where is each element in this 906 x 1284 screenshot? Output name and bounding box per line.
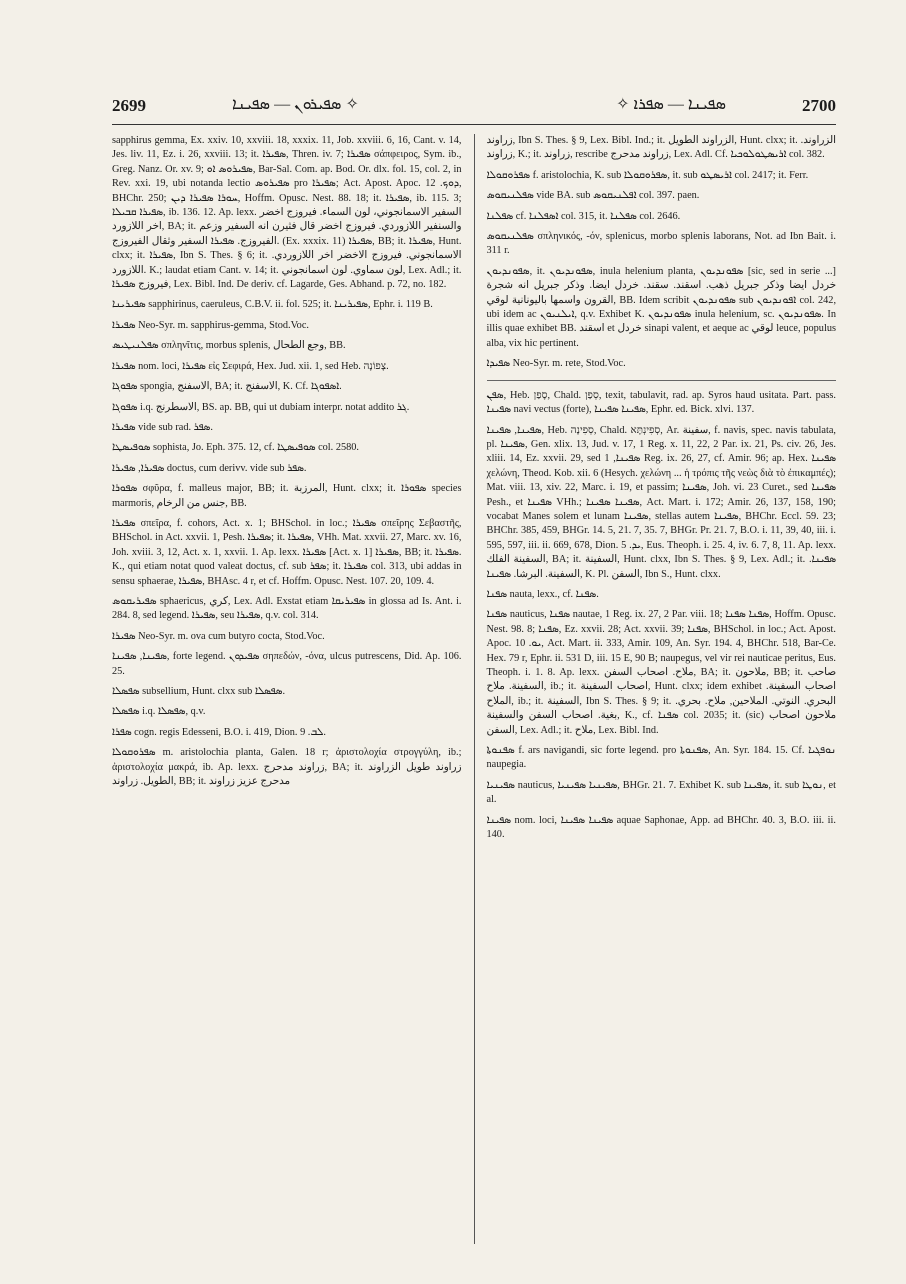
- dictionary-entry: ܣܦܠܢܝܩܘܣ vide BA. sub ܐܦܠܢܝܩܘܣ col. 397. paen.: [486, 190, 700, 202]
- dictionary-entry: ܣܦܪܘܩܘܠܐ m. aristolochia planta, Galen. 18 r; ἀριστολοχία στρογγύλη, ib.; ἀριστολοχία μακρά, ib. Ap. lexx. زراوند مدحرج, BA; it. زراوند طويل الزراوند الطويل. زراوند, BB; it. مدحرج عزيز زراوند: [112, 747, 462, 788]
- dictionary-entry: ܣܦܝܢܐ, ܣܦܝܢܐ, forte legend. ܣܦܝܕܘܢ σηπεδών, -όνα, ulcus putrescens, Did. Ap. 106. 25.: [112, 651, 462, 677]
- dictionary-entry: ܣܦܝܕܐ Neo-Syr. m. rete, Stod.Voc.: [486, 358, 626, 370]
- header-rule: [112, 124, 836, 125]
- dictionary-entry: ܣܦܝܪܐ σπεῖρα, f. cohors, Act. x. 1; BHSchol. in loc.; ܣܦܝܪܐ σπεῖρης Σεβαστῆς, BHSchol. in Act. xxvii. 1, Pesh. ܣܦܝܪܐ; it. ܣܦܝܪܐ, VHh. Mat. xxvii. 27, Marc. xv. 16, Joh. xviii. 3, 12, Act. x. 1, xxvii. 1. Ap. lexx. ܣܦܝܪܐ [Act. x. 1] ܣܦܝܪܐ, BB; it. ܣܦܝܪܐ. K., qui etiam notat quod valeat doctus, cf. sub ܣܦܪ; it. ܣܦܝܪܐ col. 313, ubi addas in sensu sphaerae, ܣܦܝܪܐ, BHAsc. 4 r, et cf. Hoffm. Opusc. Nest. 107. 20, 109. 4.: [112, 517, 462, 587]
- dictionary-entry: ܣܦܠܢܐ cf. ܐܣܦܠܢܐ col. 315, it. ܣܦܠܢܐ col. 2646.: [486, 210, 681, 222]
- page-number-left: 2699: [112, 96, 146, 115]
- running-title-left: ܣܦܝܪܘܢ — ܣܦܝܢܐ ✧: [232, 96, 359, 113]
- dictionary-entry: ܣܦܘܓܐ i.q. الاسطرنج, BS. ap. BB, qui ut dubiam interpr. notat addito ܓܪ.: [112, 401, 410, 413]
- left-column: [112, 134, 474, 1244]
- dictionary-entry: ܣܦܪܘܩܘܠܐ f. aristolochia, K. sub ܣܦܪܘܩܘܠܐ, it. sub ܐܪܝܣܛܘ col. 2417; it. Ferr.: [486, 169, 809, 181]
- right-column-lower: [487, 389, 837, 843]
- running-title-right: ✧ ܣܦܝܢܐ — ܣܦܪܐ: [616, 96, 726, 113]
- dictionary-entry: ܣܦܘܓܐ spongia, الاسفنج, BA; it. الاسفنج, K. Cf. ܐܣܦܘܓܐ.: [112, 381, 342, 393]
- dictionary-entry: ܣܦܝܪܐ Neo-Syr. m. ova cum butyro cocta, Stod.Voc.: [112, 630, 325, 642]
- dictionary-entry: ܣܦܠܢܝܛܝܣ σπληνῖτις, morbus splenis, وجع الطحال, BB.: [112, 340, 346, 352]
- dictionary-entry: ܣܦܢܘܬܐ f. ars navigandi, sic forte legend. pro ܣܦܢܘܬܐ, An. Syr. 184. 15. Cf. ܢܘܦܓܝܐ naupegia.: [486, 745, 836, 771]
- dictionary-entry: ܣܦܝܪܝܩܘܣ sphaericus, كري, Lex. Adl. Exstat etiam ܣܦܝܪܝܩܐ in glossa ad Is. Ant. i. 284. 8, sed legend. ܣܦܝܪܐ, seu ܣܦܝܪܐ, q.v. col. 314.: [112, 595, 462, 622]
- dictionary-entry: ܣܦܝܪܝܢܐ sapphirinus, caeruleus, C.B.V. ii. fol. 525; it. ܣܦܝܪܝܢܐ, Ephr. i. 119 B.: [112, 299, 433, 311]
- dictionary-entry: زراوند, Ibn S. Thes. § 9, Lex. Bibl. Ind.; it. الزراوند الطويل, Hunt. clxx; it. الزراوند. زراوند, K.; it. زراوند, rescribe زراوند مدحرج, Lex. Adl. Cf. ܐܪܝܣܛܘܠܘܟܝܐ col. 382.: [486, 135, 836, 161]
- dictionary-entry: ܣܦܠܢܝܩܘܣ σπληνικός, -όν, splenicus, morbo splenis laborans, Not. ad Ibn Bait. i. 311 r.: [486, 231, 836, 257]
- dictionary-entry: ܣܦܢܐ nauta, lexx., cf. ܣܦܢܐ.: [486, 588, 599, 600]
- section-separator: [487, 380, 837, 381]
- right-column: [475, 134, 837, 1244]
- text-columns: [112, 134, 836, 1244]
- dictionary-entry: ܣܦܣܠܐ i.q. ܣܦܣܠܐ, q.v.: [112, 706, 206, 718]
- dictionary-entry: ܣܦܪܐ cogn. regis Edesseni, B.O. i. 419, Dion. ܠܒ. 9.: [112, 726, 326, 738]
- right-column-upper: [487, 134, 837, 372]
- dictionary-entry: ܣܦܝܪܐ vide sub rad. ܣܦܪ.: [112, 421, 213, 433]
- dictionary-entry: ܣܦܘܢܕܝܘܢ, it. ܣܦܘܢܕܝܘܢ, inula helenium planta, ܣܦܘܢܕܝܘܢ [sic, sed in serie ...] خردل ايضا وذكر جبريل ذهب. اسقند. سقند. خردل ايضا. وذكر جبريل انه شجرة القرون واسمها باليونانية لوقي, BB. Idem scribit ܣܦܘܢܕܝܘܢ sub ܐܦܘܢܕܝܘܢ col. 242, ubi idem ac ܐܝܠܢܝܘܢ, q.v. Exhibet K. ܣܦܘܢܕܝܘܢ inula helenium, sc. ܣܦܘܢܕܝܘܢ. In illis quae exhibet BB. اسقند et خردل sinapi valent, et aeque ac لوقي leuce, populus alba, vix hic pertinent.: [486, 265, 836, 349]
- dictionary-entry: ܣܦܝܢܐ, ܣܦܝܢܐ, Heb. סְפִינָה, Chald. סְפִינְתָּא, Ar. سفينة, f. navis, spec. navis tabulata, pl. ܣܦܝܢܐ, Gen. xlix. 13, Jud. v. 17, 1 Reg. x. 11, 22, 2 Par. ix. 21, Ps. civ. 26, Jes. xliii. 14, Ez. xxvii. 29, sed ܣܦܝܢܐ, 1 Reg. ix. 26, 27, cf. Amir. 96; ap. Hex. ܣܦܝܢܐ χελώνη, Theod. Kob. xii. 6 (Hesych. χελώνη ... ἡ τρόπις τῆς νεὼς διὰ τὸ ἐπικαμπές); Mat. viii. 13, xiv. 22, Marc. i. 19, et passim; ܣܦܝܢܐ, Joh. vi. 23 Curet., sed ܣܦܝܢܐ Pesh., et ܣܦܝܢܐ VHh.; ܣܦܝܢܐ ܣܦܝܢܐ, Act. Mart. i. 172; Amir. 26, 137, 158, 190; vocabat Manes solem et lunam ܣܦܝܢܐ, stellas autem ܣܦܝܢܐ, BHChr. Eccl. 59. 23; BHChr. 385, 459, BHGr. 14. 5, 21. 7, 35. 7, BHGr. Pr. 21. 7, B.O. i. 11, 39, 40, iii. i. 595, 597, iii. ii. 669, 678, Dion. ܝܕ. 5, Eus. Theoph. i. 25. 4, iv. 6. 7, 8, 11. Ap. lexx. السفينة الفلك, BA; it. السفينة, Hunt. clxx, Ibn S. Thes. § 9, Lex. Adl.; it. ܣܦܝܢܐ. السفينة. البرشا. ܣܦܝܢܐ, K. Pl. السفن, Ibn S., Hunt. clxx.: [486, 424, 836, 580]
- dictionary-entry: ܣܦܝܢܝܐ nauticus, ܣܦܝܢܝܐ ܣܦܝܢܝܐ, BHGr. 21. 7. Exhibet K. sub ܣܦܝܢܐ, it. sub ܢܘܛܐ, et al.: [486, 779, 836, 806]
- dictionary-entry: ܣܦܢܐ nauticus, ܣܦܢܐ nautae, 1 Reg. ix. 27, 2 Par. viii. 18; ܣܦܢܐ ܣܦܢܐ, Hoffm. Opusc. Nest. 98. 8; ܣܦܢܐ, Ez. xxvii. 28; Act. xxvii. 39; ܣܦܢܐ, BHSchol. in loc.; Act. Apost. Apoc. ܝܘ. 10, Act. Mart. ii. 333, Amir. 109, An. Syr. 194. 4, BHChr. 518, Bar-Ce. Hex. 79 r, Ephr. ii. 531 D, iii. 15 E, 90 B; naupegus, vel vir rei nauticae peritus, Eus. Theoph. i. 1. 8. Ap. lexx. ملاح. اصحاب السفن, BA; it. ملاحون, BB; it. صاحب السفينة. ملاح, ib.; it. اصحاب السفينة, Hunt. clxx; idem exhibet اصحاب السفينة. الملاح, ib.; it. السفينة, Ibn S. Thes. § 9; it. البحري. النوتي. الملاحين, ملاح. بحري. بغية. اصحاب السفن والسفينة, K., cf. ܣܦܢܐ col. 2035; it. (sic) ملاحون اصحاب السفن, Lex. Adl.; it. ملاح, Lex. Bibl. Ind.: [486, 609, 836, 736]
- page-header: [112, 92, 836, 122]
- dictionary-entry: ܣܦܝܢܐ nom. loci, ܣܦܝܢܐ ܣܦܝܢܐ aquae Saphonae, App. ad BHChr. 40. 3, B.O. iii. ii. 140.: [486, 814, 836, 841]
- dictionary-entry: ܣܦܣܠܐ subsellium, Hunt. clxx sub ܣܦܣܠܐ.: [112, 686, 286, 697]
- dictionary-entry: ܣܦܢ, Heb. סָפַן, Chald. סְפַן, texit, tabulavit, rad. ap. Syros haud usitata. Part. pass. ܣܦܝܢܐ navi vectus (forte), ܣܦܝܢܐ ܣܦܝܢܐ, Ephr. ed. Bick. xlvi. 137.: [486, 389, 836, 416]
- dictionary-entry: ܣܦܝܪܐ Neo-Syr. m. sapphirus-gemma, Stod.Voc.: [112, 319, 309, 331]
- dictionary-entry: ܣܦܝܪܐ, ܣܦܝܪܐ doctus, cum derivv. vide sub ܣܦܪ.: [112, 462, 307, 474]
- dictionary-entry: sapphirus gemma, Ex. xxiv. 10, xxviii. 18, xxxix. 11, Job. xxviii. 6, 16, Cant. v. 14, Jes. liv. 11, Ez. i. 26, xxviii. 13; it. ܣܦܝܪܐ, Thren. iv. 7; ܣܦܝܪܐ σάπφειρος, Sym. ib., Greg. Nanz. Or. xv. 9; ܣܦܝܪܘܣ ܐܘ, Bar-Sal. Com. ap. Bod. Or. dlx. fol. 15, col. 2, in Rev. xxi. 19, ubi notanda lectio ܣܦܝܪܘܣ pro ܣܦܝܪܐ; Act. Apost. Apoc. ܕܘܟ. 12, BHChr. 250; ܚܘܪܐ ܣܦܝܪܐ ܕܝܢ, Hoffm. Opusc. Nest. 88. 18; it. ܣܦܝܪܐ, ib. 115. 3; ܣܦܝܪܐ ܩܒܝܠܐ, ib. 136. 12. Ap. lexx. السفير الاسمانجوني، لون السماء. فيروزج اخضر اخر اللازورد, BA; it. والسنفير اللازوردي. فيروزج اخضر قال فثيرن انه السفير وزعم الفيروزج. ܣܦܝܪܐ السفير وثقال الفيروزج. (Ex. xxxix. 11) ܣܦܝܪܐ, BB; it. ܣܦܝܪܐ, Hunt. clxx; it. ܣܦܝܪܐ, Ibn S. Thes. § 6; it. الاسمانجوني. فيروزج الاخضر اخر اللازوردي. اللازورد. K.; laudat etiam Cant. v. 14; it. لون سماوي. لون اسمانجوني, Lex. Adl.; it. فيروزج ܣܦܝܪܐ, Lex. Bibl. Ind. De deriv. cf. Lagarde, Ges. Abhand. p. 72, no. 182.: [112, 135, 462, 291]
- dictionary-entry: ܣܦܝܪܐ nom. loci, ܣܦܝܪܐ εἰς Σεφιρά, Hex. Jud. xii. 1, sed Heb. צָפוֹנָה.: [112, 360, 389, 372]
- dictionary-entry: ܣܘܦܝܣܛܐ sophista, Jo. Eph. 375. 12, cf. ܣܘܦܝܣܛܐ col. 2580.: [112, 442, 359, 454]
- dictionary-entry: ܣܦܘܪܐ σφῦρα, f. malleus major, BB; it. المرزبة, Hunt. clxx; it. ܣܦܘܪܐ species marmoris, جنس من الرخام, BB.: [112, 483, 462, 509]
- page-number-right: 2700: [802, 96, 836, 115]
